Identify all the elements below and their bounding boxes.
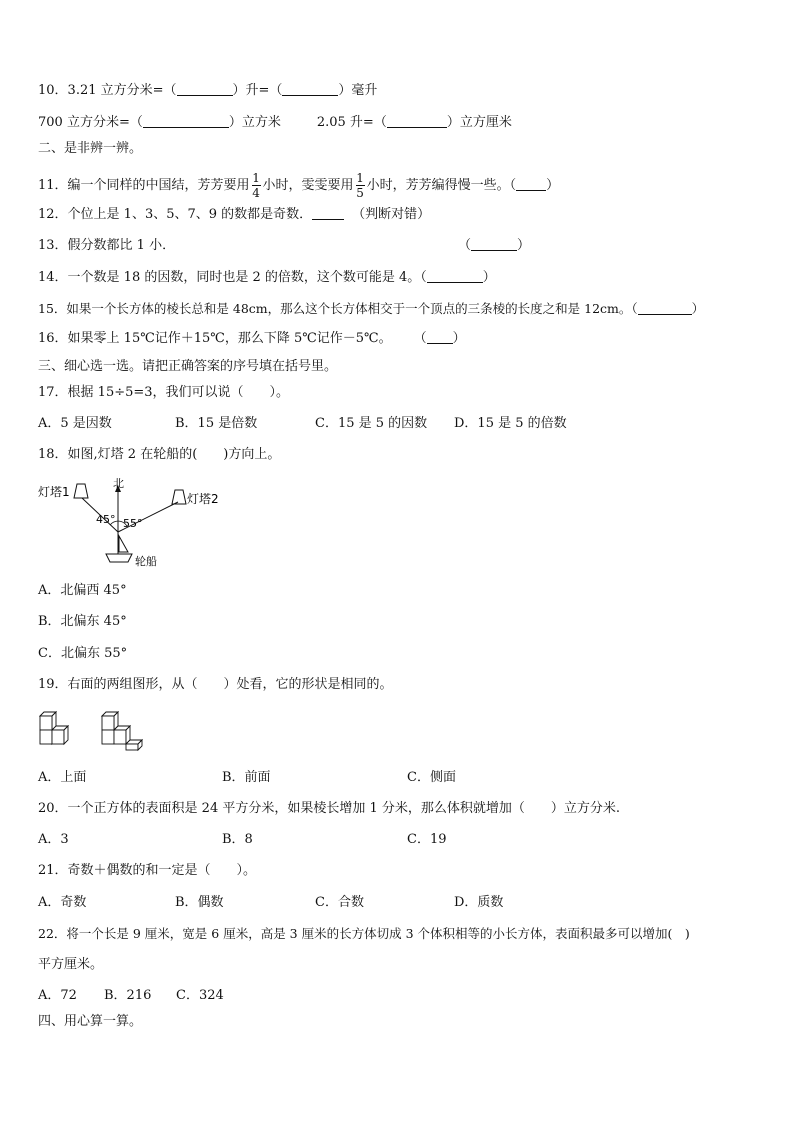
q18-diagram <box>36 474 236 574</box>
q20-stem: 20．一个正方体的表面积是 24 平方分米，如果棱长增加 1 分米，那么体积就增加（ ）立方分米. <box>38 801 621 816</box>
section2-title: 二、是非辨一辨。 <box>38 141 143 156</box>
section4-title: 四、用心算一算。 <box>38 1014 143 1029</box>
q13: 13．假分数都比 1 小． <box>38 238 176 253</box>
q18-option-b[interactable]: B．北偏东 45° <box>38 614 127 629</box>
q22-option-a[interactable]: A．72 <box>38 988 77 1003</box>
q16: 16．如果零上 15℃记作＋15℃，那么下降 5℃记作－5℃。 （ ） <box>38 331 466 346</box>
q17-option-b[interactable]: B．15 是倍数 <box>175 416 258 431</box>
q20-option-c[interactable]: C．19 <box>407 832 447 847</box>
q19-option-c[interactable]: C．侧面 <box>407 770 456 785</box>
angle-55-label: 55° <box>123 517 143 530</box>
answer-blank[interactable] <box>282 82 338 96</box>
q21-option-a[interactable]: A．奇数 <box>38 895 87 910</box>
answer-blank[interactable] <box>143 114 229 128</box>
ship-icon <box>106 532 132 562</box>
section3-title: 三、细心选一选。请把正确答案的序号填在括号里。 <box>38 359 338 374</box>
q20-option-a[interactable]: A．3 <box>38 832 69 847</box>
answer-blank[interactable] <box>312 206 344 220</box>
answer-blank[interactable] <box>516 177 546 191</box>
q10-line2: 700 立方分米=（ ）立方米 2.05 升=（ ）立方厘米 <box>38 115 512 130</box>
lighthouse-1-icon <box>74 484 88 498</box>
lighthouse-2-label: 灯塔2 <box>187 492 219 506</box>
fraction-1-5: $\frac{1}{5}$ <box>356 171 364 200</box>
q21-option-c[interactable]: C．合数 <box>315 895 364 910</box>
q14: 14．一个数是 18 的因数，同时也是 2 的倍数，这个数可能是 4。（ ） <box>38 270 496 285</box>
angle-45-label: 45° <box>96 513 116 526</box>
q21-stem: 21．奇数＋偶数的和一定是（ ）。 <box>38 863 257 878</box>
q17-stem: 17．根据 15÷5=3，我们可以说（ ）。 <box>38 385 290 400</box>
q19-option-a[interactable]: A．上面 <box>38 770 87 785</box>
q22-option-b[interactable]: B．216 <box>104 988 152 1003</box>
north-label: 北 <box>113 477 124 490</box>
q22-stem-line2: 平方厘米。 <box>38 957 104 972</box>
q17-option-a[interactable]: A．5 是因数 <box>38 416 112 431</box>
ship-label: 轮船 <box>135 555 157 568</box>
answer-blank[interactable] <box>387 114 447 128</box>
q13-paren: （ ） <box>458 238 531 253</box>
q17-option-d[interactable]: D．15 是 5 的倍数 <box>454 416 567 431</box>
q19-cube-figures <box>36 706 146 752</box>
answer-blank[interactable] <box>638 301 692 315</box>
q22-option-c[interactable]: C．324 <box>176 988 224 1003</box>
cube-group-1 <box>40 712 68 744</box>
lighthouse-2-icon <box>172 490 186 504</box>
q21-option-b[interactable]: B．偶数 <box>175 895 224 910</box>
q15: 15．如果一个长方体的棱长总和是 48cm，那么这个长方体相交于一个顶点的三条棱的长度之和是 12cm。（ ） <box>38 301 705 316</box>
fraction-1-4: $\frac{1}{4}$ <box>252 171 260 200</box>
q18-stem: 18．如图,灯塔 2 在轮船的( )方向上。 <box>38 447 281 462</box>
q22-stem-line1: 22．将一个长是 9 厘米，宽是 6 厘米，高是 3 厘米的长方体切成 3 个体积相等的小长方体，表面积最多可以增加( ) <box>38 926 690 941</box>
answer-blank[interactable] <box>427 330 453 344</box>
answer-blank[interactable] <box>177 82 233 96</box>
q12: 12．个位上是 1、3、5、7、9 的数都是奇数． （判断对错） <box>38 207 431 222</box>
q21-option-d[interactable]: D．质数 <box>454 895 504 910</box>
lighthouse-1-label: 灯塔1 <box>38 485 70 499</box>
cube-group-2 <box>102 712 142 750</box>
answer-blank[interactable] <box>427 269 483 283</box>
q11: 11．编一个同样的中国结，芳芳要用 $\frac{1}{4}$ 小时，雯雯要用 $\frac{1}{5}$ 小时，芳芳编得慢一些。（ ） <box>38 171 560 200</box>
q18-option-a[interactable]: A．北偏西 45° <box>38 583 127 598</box>
q10-line1: 10．3.21 立方分米=（ ）升=（ ）毫升 <box>38 83 378 98</box>
q20-option-b[interactable]: B．8 <box>222 832 253 847</box>
q19-option-b[interactable]: B．前面 <box>222 770 271 785</box>
q17-option-c[interactable]: C．15 是 5 的因数 <box>315 416 428 431</box>
q19-stem: 19．右面的两组图形，从（ ）处看，它的形状是相同的。 <box>38 677 393 692</box>
q18-option-c[interactable]: C．北偏东 55° <box>38 646 128 661</box>
answer-blank[interactable] <box>471 237 517 251</box>
